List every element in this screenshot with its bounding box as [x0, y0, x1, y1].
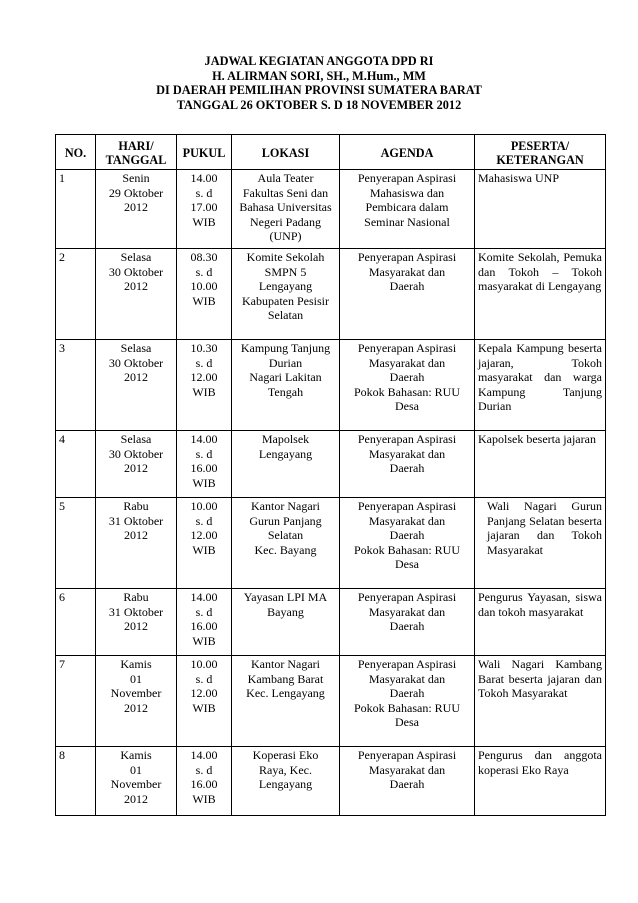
agenda-line: Penyerapan Aspirasi [357, 432, 457, 446]
header-no: NO. [56, 135, 96, 170]
lokasi-line: Selatan [267, 308, 304, 322]
pukul-line: s. d [195, 604, 213, 619]
cell-hari-tanggal [96, 431, 177, 498]
cell-pukul [177, 656, 232, 747]
cell-agenda [340, 747, 475, 816]
pukul-line: 16.00 [190, 619, 218, 633]
cell-hari-tanggal [96, 656, 177, 747]
agenda-line: Pokok Bahasan: RUU [354, 384, 460, 399]
hari-line: Selasa [120, 432, 152, 446]
lokasi-line: Bahasa Universitas [239, 200, 332, 214]
cell-no: 7 [56, 656, 96, 747]
lokasi-line: Mapolsek [261, 432, 310, 446]
header-peserta-keterangan [475, 135, 606, 170]
pukul-line: 12.00 [190, 686, 218, 700]
cell-lokasi [232, 589, 340, 656]
lokasi-line: Bayang [267, 604, 304, 619]
lokasi-line: Gurun Panjang [249, 513, 322, 528]
table-row [56, 747, 606, 816]
cell-lokasi [232, 170, 340, 249]
pukul-line: WIB [192, 791, 216, 806]
agenda-line: Daerah [389, 461, 425, 475]
agenda-line: Pokok Bahasan: RUU [354, 542, 460, 557]
agenda-line: Daerah [389, 279, 425, 293]
cell-no: 6 [56, 589, 96, 656]
pukul-line: 16.00 [190, 461, 218, 475]
agenda-line: Masyarakat dan [368, 355, 446, 370]
lokasi-line: Negeri Padang [250, 214, 321, 229]
agenda-line: Penyerapan Aspirasi [357, 499, 457, 513]
pukul-line: WIB [192, 542, 216, 557]
cell-agenda [340, 340, 475, 431]
agenda-line: Pembicara dalam [365, 200, 449, 214]
cell-hari-tanggal [96, 170, 177, 249]
lokasi-line: Koperasi Eko [252, 748, 319, 762]
cell-peserta-keterangan: Pengurus Yayasan, siswa dan tokoh masyarakat [475, 589, 606, 656]
table-row [56, 656, 606, 747]
agenda-line: Masyarakat dan [368, 513, 446, 528]
lokasi-line: Kec. Lengayang [246, 686, 325, 700]
title-line-3: DI DAERAH PEMILIHAN PROVINSI SUMATERA BARAT [156, 83, 482, 98]
pukul-line: WIB [192, 384, 216, 399]
hari-line: 2012 [124, 370, 148, 384]
hari-line: 31 Oktober [108, 513, 164, 528]
pukul-line: s. d [195, 355, 213, 370]
cell-hari-tanggal [96, 498, 177, 589]
cell-no: 2 [56, 249, 96, 340]
table-row [56, 249, 606, 340]
hari-line: November [110, 686, 162, 700]
cell-hari-tanggal [96, 589, 177, 656]
lokasi-line: Kec. Bayang [254, 542, 317, 557]
table-row [56, 589, 606, 656]
hari-line: Selasa [120, 341, 152, 355]
lokasi-line: Lengayang [258, 279, 313, 293]
lokasi-line: Kabupaten Pesisir [242, 293, 329, 308]
lokasi-line: Lengayang [258, 777, 313, 791]
header-lokasi: LOKASI [232, 135, 340, 170]
agenda-line: Penyerapan Aspirasi [357, 171, 457, 185]
table-header-row [56, 135, 606, 170]
cell-pukul [177, 340, 232, 431]
agenda-line: Penyerapan Aspirasi [357, 657, 457, 671]
lokasi-line: Nagari Lakitan [249, 370, 322, 384]
hari-line: 29 Oktober [108, 185, 164, 200]
cell-pukul [177, 747, 232, 816]
schedule-table [55, 134, 606, 816]
cell-no: 1 [56, 170, 96, 249]
cell-agenda [340, 656, 475, 747]
cell-lokasi [232, 656, 340, 747]
pukul-line: 16.00 [190, 777, 218, 791]
agenda-line: Desa [395, 399, 419, 413]
lokasi-line: Kampung Tanjung [240, 341, 331, 355]
hari-line: 01 [130, 671, 142, 686]
lokasi-line: Aula Teater [257, 171, 314, 185]
agenda-line: Desa [395, 557, 419, 571]
lokasi-line: Kambang Barat [247, 671, 324, 686]
title-line-1: JADWAL KEGIATAN ANGGOTA DPD RI [204, 54, 434, 68]
agenda-line: Seminar Nasional [364, 214, 450, 229]
hari-line: 2012 [124, 791, 148, 806]
hari-line: 30 Oktober [108, 264, 164, 279]
agenda-line: Masyarakat dan [368, 762, 446, 777]
hari-line: 01 [130, 762, 142, 777]
cell-no: 8 [56, 747, 96, 816]
cell-peserta-keterangan: Komite Sekolah, Pemuka dan Tokoh – Tokoh masyarakat di Lengayang [475, 249, 606, 340]
agenda-line: Daerah [389, 777, 425, 791]
pukul-line: 10.30 [190, 341, 218, 355]
header-tanggal: TANGGAL [105, 153, 167, 167]
pukul-line: s. d [195, 762, 213, 777]
agenda-line: Daerah [389, 619, 425, 633]
cell-peserta-keterangan: Kepala Kampung beserta jajaran, Tokoh masyarakat dan warga Kampung Tanjung Durian [475, 340, 606, 431]
agenda-line: Penyerapan Aspirasi [357, 590, 457, 604]
pukul-line: s. d [195, 264, 213, 279]
hari-line: 30 Oktober [108, 355, 164, 370]
hari-line: November [110, 777, 162, 791]
header-pukul: PUKUL [177, 135, 232, 170]
pukul-line: 10.00 [190, 499, 218, 513]
hari-line: 2012 [124, 619, 148, 633]
table-row [56, 498, 606, 589]
pukul-line: 14.00 [190, 590, 218, 604]
pukul-line: WIB [192, 700, 216, 715]
cell-agenda [340, 170, 475, 249]
agenda-line: Daerah [389, 370, 425, 384]
cell-pukul [177, 170, 232, 249]
title-line-4: TANGGAL 26 OKTOBER S. D 18 NOVEMBER 2012 [176, 98, 462, 113]
cell-agenda [340, 431, 475, 498]
header-peserta: PESERTA/ [510, 138, 570, 153]
hari-line: 2012 [124, 461, 148, 475]
hari-line: Rabu [123, 590, 149, 604]
lokasi-line: Komite Sekolah [246, 250, 325, 264]
lokasi-line: Lengayang [258, 446, 313, 461]
cell-pukul [177, 498, 232, 589]
cell-pukul [177, 431, 232, 498]
cell-hari-tanggal [96, 340, 177, 431]
lokasi-line: Kantor Nagari [251, 499, 320, 513]
agenda-line: Penyerapan Aspirasi [357, 250, 457, 264]
pukul-line: 14.00 [190, 432, 218, 446]
lokasi-line: Kantor Nagari [251, 657, 320, 671]
agenda-line: Penyerapan Aspirasi [357, 748, 457, 762]
pukul-line: 14.00 [190, 748, 218, 762]
agenda-line: Masyarakat dan [368, 671, 446, 686]
cell-agenda [340, 589, 475, 656]
table-row [56, 431, 606, 498]
cell-agenda [340, 498, 475, 589]
pukul-line: 12.00 [190, 370, 218, 384]
pukul-line: 12.00 [190, 528, 218, 542]
lokasi-line: Raya, Kec. [259, 762, 312, 777]
hari-line: Senin [122, 171, 150, 185]
pukul-line: s. d [195, 671, 213, 686]
agenda-line: Desa [395, 715, 419, 729]
cell-peserta-keterangan: Mahasiswa UNP [475, 170, 606, 249]
lokasi-line: Tengah [267, 384, 304, 399]
cell-pukul [177, 249, 232, 340]
cell-peserta-keterangan: Wali Nagari Kambang Barat beserta jajaran dan Tokoh Masyarakat [475, 656, 606, 747]
lokasi-line: Fakultas Seni dan [242, 185, 329, 200]
hari-line: Kamis [120, 748, 152, 762]
pukul-line: WIB [192, 293, 216, 308]
cell-no: 5 [56, 498, 96, 589]
header-hari: HARI/ [118, 138, 154, 153]
hari-line: 2012 [124, 279, 148, 293]
hari-line: Kamis [120, 657, 152, 671]
agenda-line: Masyarakat dan [368, 264, 446, 279]
pukul-line: s. d [195, 446, 213, 461]
cell-lokasi [232, 431, 340, 498]
pukul-line: WIB [192, 214, 216, 229]
cell-hari-tanggal [96, 249, 177, 340]
hari-line: 2012 [124, 700, 148, 715]
lokasi-line: (UNP) [269, 229, 302, 243]
table-row [56, 340, 606, 431]
hari-line: 2012 [124, 200, 148, 214]
lokasi-line: Yayasan LPI MA [243, 590, 328, 604]
lokasi-line: SMPN 5 [264, 264, 307, 279]
cell-no: 4 [56, 431, 96, 498]
agenda-line: Pokok Bahasan: RUU [354, 700, 460, 715]
pukul-line: 10.00 [190, 657, 218, 671]
pukul-line: 14.00 [190, 171, 218, 185]
agenda-line: Mahasiswa dan [369, 185, 445, 200]
hari-line: Selasa [120, 250, 152, 264]
cell-peserta-keterangan: Kapolsek beserta jajaran [475, 431, 606, 498]
pukul-line: 10.00 [190, 279, 218, 293]
pukul-line: 17.00 [190, 200, 218, 214]
cell-no: 3 [56, 340, 96, 431]
header-agenda: AGENDA [340, 135, 475, 170]
lokasi-line: Durian [268, 355, 303, 370]
hari-line: 30 Oktober [108, 446, 164, 461]
pukul-line: s. d [195, 513, 213, 528]
cell-hari-tanggal [96, 747, 177, 816]
cell-pukul [177, 589, 232, 656]
pukul-line: s. d [195, 185, 213, 200]
hari-line: 2012 [124, 528, 148, 542]
cell-lokasi [232, 340, 340, 431]
cell-peserta-keterangan: Pengurus dan anggota koperasi Eko Raya [475, 747, 606, 816]
title-line-2: H. ALIRMAN SORI, SH., M.Hum., MM [212, 68, 426, 83]
pukul-line: WIB [192, 633, 216, 648]
pukul-line: WIB [192, 475, 216, 490]
hari-line: 31 Oktober [108, 604, 164, 619]
hari-line: Rabu [123, 499, 149, 513]
header-keterangan: KETERANGAN [496, 153, 584, 167]
agenda-line: Penyerapan Aspirasi [357, 341, 457, 355]
header-hari-tanggal [96, 135, 177, 170]
cell-agenda [340, 249, 475, 340]
pukul-line: 08.30 [190, 250, 218, 264]
lokasi-line: Selatan [267, 528, 304, 542]
document-title [0, 54, 638, 113]
agenda-line: Daerah [389, 528, 425, 542]
cell-peserta-keterangan: Wali Nagari Gurun Panjang Selatan beserta jajaran dan Tokoh Masyarakat [475, 498, 606, 589]
agenda-line: Masyarakat dan [368, 446, 446, 461]
agenda-line: Daerah [389, 686, 425, 700]
cell-lokasi [232, 249, 340, 340]
cell-lokasi [232, 498, 340, 589]
table-row [56, 170, 606, 249]
cell-lokasi [232, 747, 340, 816]
agenda-line: Masyarakat dan [368, 604, 446, 619]
